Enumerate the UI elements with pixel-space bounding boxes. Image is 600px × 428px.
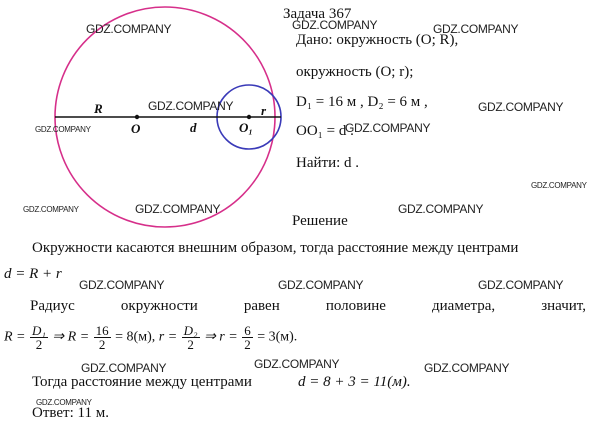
watermark: GDZ.COMPANY [278,278,364,292]
f-r-lhs: R = [4,329,26,345]
p2-w3: равен [243,298,280,314]
watermark: GDZ.COMPANY [398,202,484,216]
frac-16-2: $\frac{16}{2}$ [95,323,109,352]
label-r: r [261,103,267,118]
label-R: R [94,101,103,116]
solution-paragraph-2 [30,298,586,315]
watermark: GDZ.COMPANY [433,22,519,36]
center-o-dot [135,115,139,119]
watermark: GDZ.COMPANY [79,278,165,292]
given-line-4: OO₁ = d . [296,123,354,139]
f-small-r-lhs: r = [158,329,178,345]
p2-w6: значит, [541,298,586,314]
solution-paragraph-1: Окружности касаются внешним образом, тогда расстояние между центрами [32,240,519,256]
p2-w2: окружности [120,298,198,314]
task-title: Задача 367 [283,6,352,22]
f-r-res: = 8(м), [115,329,156,345]
frac-6-2: $\frac{6}{2}$ [244,323,251,352]
watermark: GDZ.COMPANY [345,121,431,135]
given-line-1: Дано: окружность (O; R), [296,32,459,48]
f-r-mid: ⇒ R = [52,329,90,345]
watermark: GDZ.COMPANY [23,205,79,214]
answer-line: Ответ: 11 м. [32,405,109,421]
label-O: O [131,121,141,136]
formula-d-sum: d = R + r [4,266,62,282]
watermark: GDZ.COMPANY [254,357,340,371]
p2-w4: половине [325,298,386,314]
watermark: GDZ.COMPANY [531,181,587,190]
formula-d-result: d = 8 + 3 = 11(м). [298,374,411,390]
f-small-r-mid: ⇒ r = [204,329,238,345]
frac-d2-2: $\frac{\text{D₂}}{2}$ [183,323,198,352]
watermark: GDZ.COMPANY [86,22,172,36]
watermark: GDZ.COMPANY [36,398,92,407]
find-line: Найти: d . [296,155,360,171]
label-d: d [190,120,197,135]
watermark: GDZ.COMPANY [478,100,564,114]
watermark: GDZ.COMPANY [135,202,221,216]
given-line-2: окружность (O; r); [296,64,414,80]
label-O1: O₁ [239,120,253,135]
solution-heading: Решение [292,213,348,229]
frac-d1-2: $\frac{\text{D₁}}{2}$ [32,323,46,352]
watermark: GDZ.COMPANY [478,278,564,292]
watermark: GDZ.COMPANY [81,361,167,375]
p2-w5: диаметра, [432,298,496,314]
watermark: GDZ.COMPANY [148,99,234,113]
solution-paragraph-3: Тогда расстояние между центрами [32,374,252,390]
given-line-3: D₁ = 16 м , D₂ = 6 м , [296,94,428,110]
watermark: GDZ.COMPANY [424,361,510,375]
radius-formulas [4,324,297,351]
p2-w1: Радиус [30,298,75,314]
center-o1-dot [247,115,251,119]
watermark: GDZ.COMPANY [292,18,378,32]
f-small-r-res: = 3(м). [257,329,298,345]
watermark: GDZ.COMPANY [35,125,91,134]
